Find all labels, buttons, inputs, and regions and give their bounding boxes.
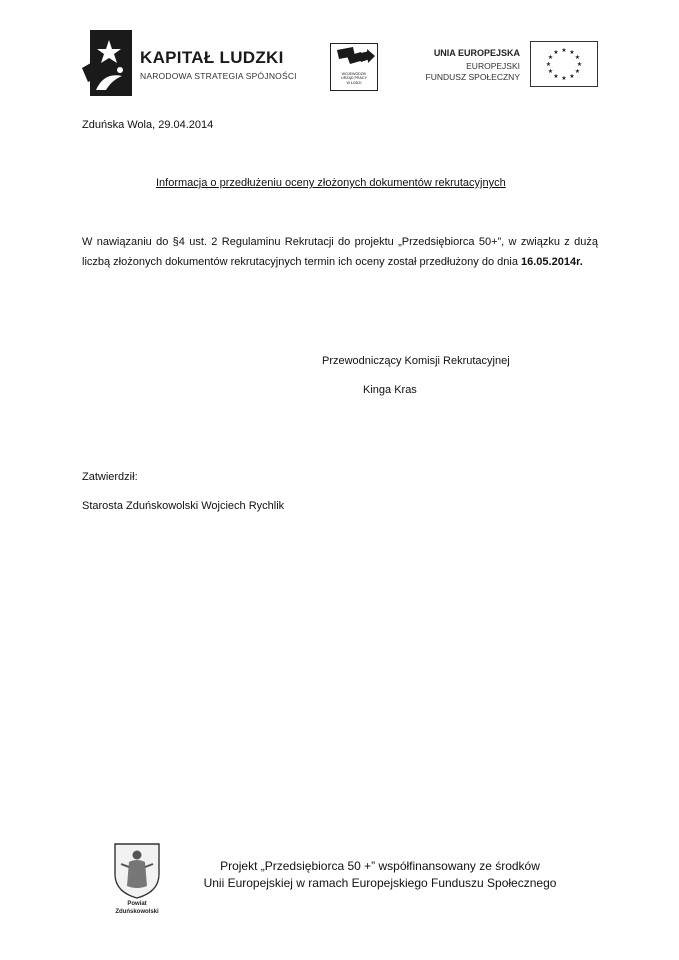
footer-line-1: Projekt „Przedsiębiorca 50 +” współfinansowany ze środków: [220, 859, 540, 873]
committee-chair-name: Kinga Kras: [363, 384, 417, 396]
svg-text:★: ★: [561, 47, 567, 54]
svg-text:★: ★: [574, 68, 581, 75]
eu-logo-text: [412, 48, 520, 82]
kapital-ludzki-subtitle: NARODOWA STRATEGIA SPÓJNOŚCI: [140, 71, 297, 81]
kapital-ludzki-star-icon: [82, 30, 132, 96]
letter-paragraph: [82, 232, 598, 272]
letter-date: Zduńska Wola, 29.04.2014: [82, 119, 214, 131]
letter-subject: Informacja o przedłużeniu oceny złożonych dokumentów rekrutacyjnych: [156, 177, 506, 189]
wup-line-2: URZĄD PRACY: [341, 76, 367, 81]
crest-line-1: Powiat: [127, 901, 147, 907]
wup-logo: [330, 43, 378, 91]
svg-text:★: ★: [553, 49, 559, 56]
footer-line-2: Unii Europejskiej w ramach Europejskiego Funduszu Społecznego: [203, 876, 557, 890]
wup-arrows-icon: [331, 44, 377, 72]
svg-text:★: ★: [576, 61, 583, 68]
kapital-ludzki-logo: [82, 30, 302, 100]
approver-name: Starosta Zduńskowolski Wojciech Rychlik: [82, 500, 285, 512]
eu-line-1: UNIA EUROPEJSKA: [433, 48, 520, 58]
crest-line-2: Zduńskowolski: [115, 909, 159, 915]
wup-line-1: WOJEWÓDZKI: [341, 72, 367, 76]
committee-chair-title: Przewodniczący Komisji Rekrutacyjnej: [322, 355, 510, 367]
svg-text:★: ★: [561, 75, 567, 82]
svg-text:★: ★: [547, 54, 554, 61]
svg-text:★: ★: [569, 73, 575, 80]
footer-project-note: [190, 858, 570, 892]
paragraph-text: W nawiązaniu do §4 ust. 2 Regulaminu Rekrutacji do projektu „Przedsiębiorca 50+”, w związku z dużą liczbą złożonych dokumentów rekrutacyjnych termin ich oceny został przedłużony do dnia: [82, 236, 598, 268]
kapital-ludzki-title: KAPITAŁ LUDZKI: [140, 48, 284, 67]
svg-text:★: ★: [553, 73, 559, 80]
svg-text:★: ★: [569, 49, 575, 56]
svg-text:★: ★: [547, 68, 554, 75]
svg-text:★: ★: [545, 61, 552, 68]
eu-line-3: FUNDUSZ SPOŁECZNY: [425, 72, 520, 82]
svg-text:★: ★: [574, 54, 581, 61]
powiat-crest-label: [100, 900, 174, 916]
deadline-date: 16.05.2014r.: [521, 256, 583, 268]
powiat-crest-icon: [111, 840, 163, 900]
eu-flag-icon: [530, 41, 598, 87]
wup-line-3: W ŁODZI: [346, 80, 362, 85]
approved-label: Zatwierdził:: [82, 471, 138, 483]
eu-line-2: EUROPEJSKI: [466, 61, 520, 71]
